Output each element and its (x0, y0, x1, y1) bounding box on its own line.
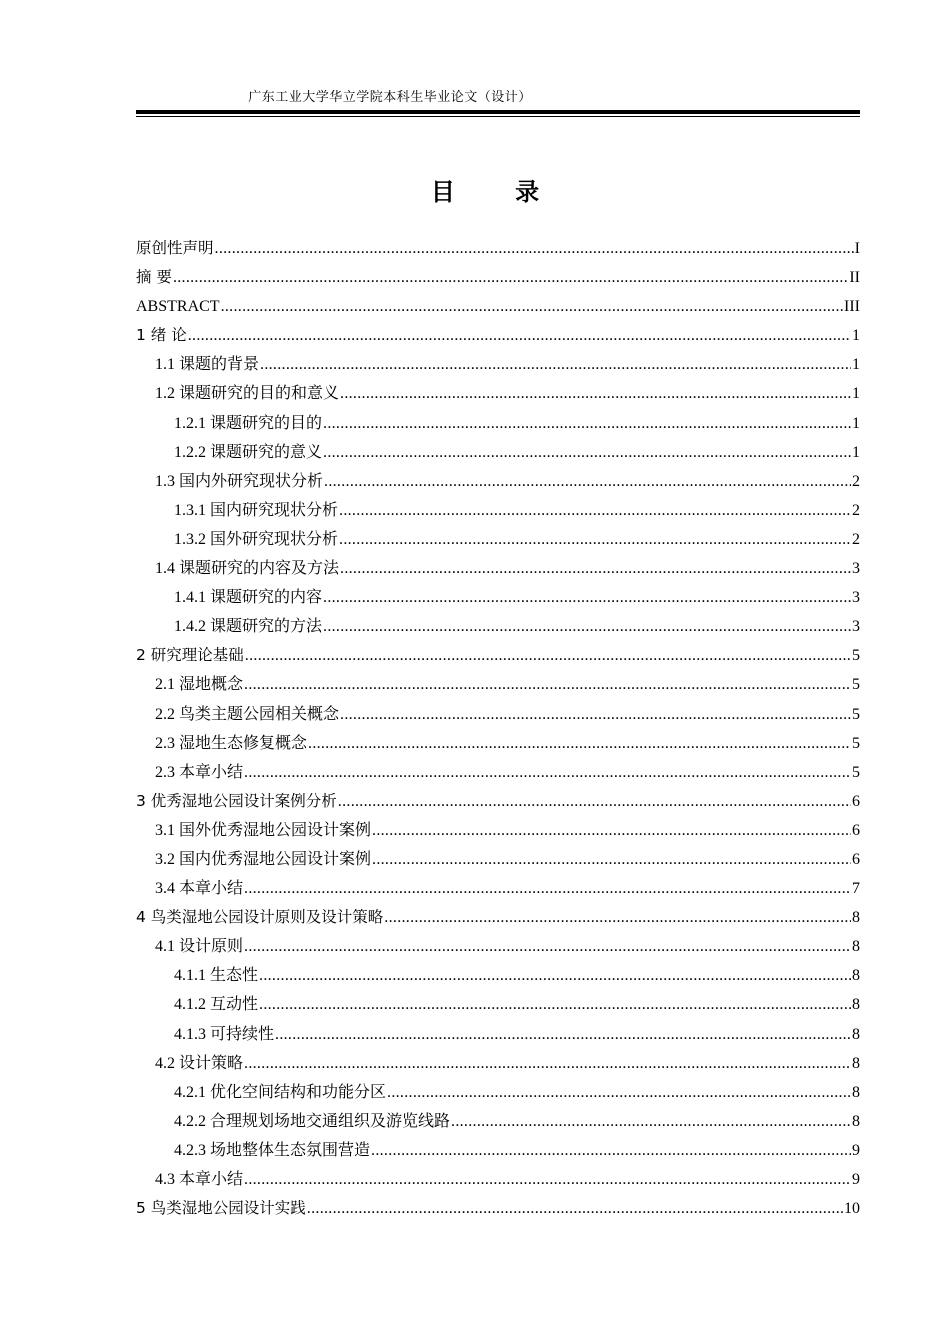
toc-entry[interactable] (136, 729, 860, 758)
toc-entry[interactable] (136, 874, 860, 903)
toc-entry-label: 1.3 国内外研究现状分析 (155, 472, 324, 490)
toc-entry-page-number: 1 (852, 327, 860, 345)
toc-entry-page-number: III (844, 298, 860, 316)
toc-entry-label: 摘 要 (136, 268, 172, 287)
toc-leader-dots (323, 612, 851, 641)
header-rule-thin (136, 116, 860, 117)
toc-entry-page-number: 5 (852, 676, 860, 694)
page-title: 目 录 (430, 178, 566, 206)
toc-leader-dots (244, 874, 851, 903)
toc-entry-label: 原创性声明 (136, 239, 214, 257)
toc-entry-page-number: II (849, 269, 860, 287)
toc-leader-dots (339, 525, 851, 554)
toc-entry-page-number: 5 (852, 763, 860, 781)
toc-entry-label: 3.1 国外优秀湿地公园设计案例 (155, 821, 372, 839)
toc-entry[interactable] (136, 467, 860, 496)
toc-leader-dots (245, 641, 851, 670)
toc-entry-label: 4.1.2 互动性 (174, 996, 259, 1014)
toc-entry-page-number: 2 (852, 530, 860, 548)
toc-entry[interactable] (136, 903, 860, 932)
toc-entry[interactable] (136, 263, 860, 292)
toc-leader-dots (244, 932, 851, 961)
toc-leader-dots (244, 1165, 851, 1194)
toc-entry-page-number: 8 (852, 938, 860, 956)
toc-leader-dots (188, 321, 851, 350)
toc-entry-label: 5 鸟类湿地公园设计实践 (136, 1199, 306, 1218)
toc-entry-label: 4.3 本章小结 (155, 1171, 244, 1188)
toc-leader-dots (371, 1136, 851, 1165)
toc-leader-dots (384, 903, 851, 932)
toc-leader-dots (387, 1078, 851, 1107)
toc-entry[interactable] (136, 292, 860, 321)
toc-entry-page-number: 7 (852, 880, 860, 898)
toc-entry[interactable] (136, 816, 860, 845)
toc-entry-page-number: 8 (852, 967, 860, 985)
toc-leader-dots (323, 438, 851, 467)
toc-entry-label: 4.2 设计策略 (155, 1054, 244, 1072)
toc-entry-label: 1.2.1 课题研究的目的 (174, 414, 323, 432)
toc-leader-dots (372, 845, 851, 874)
toc-leader-dots (260, 350, 851, 379)
toc-entry-label: 4.2.2 合理规划场地交通组织及游览线路 (174, 1112, 451, 1130)
toc-entry-page-number: 9 (852, 1171, 860, 1188)
toc-entry-page-number: 8 (852, 996, 860, 1014)
toc-entry-label: 3 优秀湿地公园设计案例分析 (136, 791, 337, 810)
toc-leader-dots (338, 787, 851, 816)
toc-entry-page-number: 1 (852, 443, 860, 461)
toc-entry-page-number: I (854, 240, 860, 257)
toc-entry[interactable] (136, 583, 860, 612)
toc-entry-page-number: 8 (852, 1025, 860, 1043)
toc-leader-dots (323, 409, 851, 438)
toc-entry-page-number: 5 (852, 647, 860, 665)
toc-leader-dots (275, 1020, 851, 1049)
toc-entry[interactable] (136, 961, 860, 990)
toc-entry[interactable] (136, 321, 860, 350)
toc-entry-label: 2.3 湿地生态修复概念 (155, 734, 308, 752)
toc-leader-dots (451, 1107, 851, 1136)
toc-entry-label: 2.2 鸟类主题公园相关概念 (155, 705, 340, 723)
toc-leader-dots (259, 961, 851, 990)
toc-entry-label: 1.2.2 课题研究的意义 (174, 443, 323, 461)
toc-entry-page-number: 1 (852, 356, 860, 374)
toc-entry[interactable] (136, 641, 860, 670)
toc-leader-dots (340, 379, 851, 408)
toc-entry-label: 4 鸟类湿地公园设计原则及设计策略 (136, 908, 384, 927)
toc-entry-page-number: 6 (852, 850, 860, 868)
toc-entry-page-number: 10 (844, 1200, 860, 1218)
toc-entry[interactable] (136, 932, 860, 961)
toc-entry[interactable] (136, 758, 860, 787)
toc-leader-dots (307, 1194, 843, 1223)
toc-entry-label: 1.2 课题研究的目的和意义 (155, 385, 340, 403)
toc-entry[interactable] (136, 1020, 860, 1049)
toc-entry[interactable] (136, 1194, 860, 1223)
toc-entry-label: 1.4 课题研究的内容及方法 (155, 560, 340, 578)
toc-entry-label: ABSTRACT (136, 298, 220, 316)
toc-entry[interactable] (136, 1107, 860, 1136)
toc-entry-label: 3.4 本章小结 (155, 880, 244, 898)
toc-entry-page-number: 8 (852, 1083, 860, 1101)
toc-entry[interactable] (136, 787, 860, 816)
toc-entry[interactable] (136, 700, 860, 729)
table-of-contents (136, 234, 860, 1223)
toc-entry-page-number: 3 (852, 618, 860, 636)
toc-entry-page-number: 3 (852, 560, 860, 578)
toc-entry[interactable] (136, 409, 860, 438)
toc-leader-dots (324, 467, 851, 496)
toc-entry[interactable] (136, 670, 860, 699)
toc-leader-dots (339, 496, 851, 525)
toc-entry[interactable] (136, 1136, 860, 1165)
toc-leader-dots (340, 554, 851, 583)
toc-entry-label: 1.4.2 课题研究的方法 (174, 618, 323, 636)
toc-entry[interactable] (136, 1078, 860, 1107)
toc-entry[interactable] (136, 379, 860, 408)
toc-leader-dots (340, 700, 851, 729)
header-rule-thick (136, 110, 860, 114)
toc-entry-label: 4.1.1 生态性 (174, 967, 259, 985)
toc-entry-page-number: 9 (852, 1141, 860, 1159)
toc-entry-label: 4.2.3 场地整体生态氛围营造 (174, 1141, 371, 1159)
toc-entry-page-number: 5 (852, 734, 860, 752)
toc-leader-dots (259, 990, 851, 1019)
toc-leader-dots (244, 670, 851, 699)
toc-entry-label: 1.3.1 国内研究现状分析 (174, 501, 339, 519)
toc-entry-label: 2.3 本章小结 (155, 763, 244, 781)
toc-entry[interactable] (136, 990, 860, 1019)
toc-leader-dots (244, 758, 851, 787)
toc-entry-label: 2.1 湿地概念 (155, 676, 244, 694)
toc-entry-label: 3.2 国内优秀湿地公园设计案例 (155, 850, 372, 868)
toc-entry-label: 4.2.1 优化空间结构和功能分区 (174, 1083, 387, 1101)
toc-leader-dots (173, 263, 848, 292)
toc-entry[interactable] (136, 496, 860, 525)
toc-entry[interactable] (136, 438, 860, 467)
toc-entry-page-number: 3 (852, 589, 860, 607)
toc-entry-label: 4.1 设计原则 (155, 938, 244, 956)
toc-entry[interactable] (136, 554, 860, 583)
toc-entry-page-number: 8 (852, 1054, 860, 1072)
toc-entry-page-number: 1 (852, 385, 860, 403)
toc-entry[interactable] (136, 525, 860, 554)
toc-entry-page-number: 8 (852, 909, 860, 927)
toc-entry[interactable] (136, 1165, 860, 1194)
toc-entry-page-number: 5 (852, 705, 860, 723)
toc-leader-dots (221, 292, 843, 321)
toc-leader-dots (308, 729, 851, 758)
toc-entry-page-number: 1 (852, 414, 860, 432)
toc-entry-label: 2 研究理论基础 (136, 646, 244, 665)
toc-entry[interactable] (136, 350, 860, 379)
toc-leader-dots (323, 583, 851, 612)
toc-entry[interactable] (136, 612, 860, 641)
toc-entry-page-number: 2 (852, 472, 860, 490)
toc-entry-label: 4.1.3 可持续性 (174, 1025, 275, 1043)
toc-entry-page-number: 6 (852, 821, 860, 839)
toc-entry[interactable] (136, 1049, 860, 1078)
toc-entry[interactable] (136, 845, 860, 874)
page-header: 广东工业大学华立学院本科生毕业论文（设计） (248, 89, 532, 104)
toc-entry-page-number: 2 (852, 501, 860, 519)
toc-entry[interactable] (136, 234, 860, 263)
toc-entry-label: 1.3.2 国外研究现状分析 (174, 530, 339, 548)
toc-entry-page-number: 8 (852, 1112, 860, 1130)
toc-leader-dots (244, 1049, 851, 1078)
toc-entry-label: 1.4.1 课题研究的内容 (174, 589, 323, 607)
toc-leader-dots (215, 234, 854, 263)
toc-entry-label: 1 绪 论 (136, 326, 187, 345)
toc-entry-page-number: 6 (852, 792, 860, 810)
toc-entry-label: 1.1 课题的背景 (155, 356, 260, 374)
toc-leader-dots (372, 816, 851, 845)
